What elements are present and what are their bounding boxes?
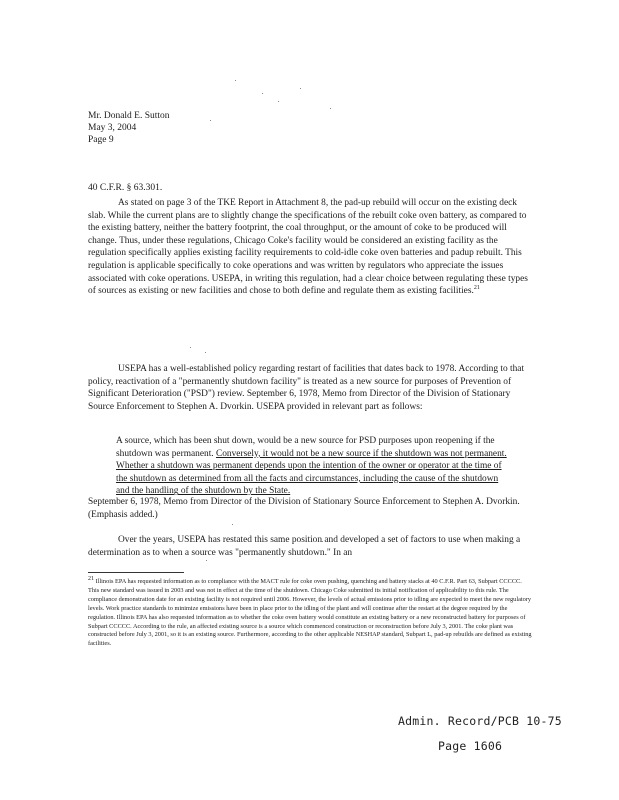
admin-record-stamp: Admin. Record/PCB 10-75 — [398, 714, 562, 728]
paragraph-restated-position: Over the years, USEPA has restated this same position and developed a set of factors to use when making a determination as to when a source was "permanently shutdown." In an — [88, 535, 521, 558]
recipient-name: Mr. Donald E. Sutton — [88, 111, 170, 121]
footnote-text: Illinois EPA has requested information as to compliance with the MACT rule for coke oven pushing, quenching and battery stacks at 40 C.F.R. Part 63, Subpart CCCCC. This new standard was issued in 2003 and was not in effect at the time of the shutdown. Chicago Coke submitted its initial notification of applicability to this rule. The compliance demonstration date for an existing facility is not required until 2006. However, the levels of actual emissions prior to idling are expected to meet the new regulatory levels. Work practice standards to minimize emissions have been in place prior to the idling of the plant and will continue after the restart at the degree required by the regulation. Illinois EPA has also requested information as to whether the coke oven battery would constitute an existing battery or a new reconstructed battery for purposes of Subpart CCCCC. According to the rule, an affected existing source is a source which commenced construction or reconstruction before July 3, 2001. The coke plant was constructed before July 3, 2001, so it is an existing source. Furthermore, according to the other applicable NESHAP standard, Subpart L, pad-up rebuilds are defined as existing facilities. — [88, 578, 532, 648]
footnote — [88, 575, 534, 649]
footnote-reference: 21 — [473, 285, 480, 292]
citation-line: 40 C.F.R. § 63.301. — [88, 183, 163, 193]
footnote-number: 21 — [88, 575, 94, 582]
record-page-stamp: Page 1606 — [438, 739, 503, 753]
quote-citation: September 6, 1978, Memo from Director of the Division of Stationary Source Enforcement to Stephen A. Dvorkin. (Emphasis added.) — [88, 497, 520, 520]
block-quote-plain: A source, which has been shut down, would be a new source for PSD purposes upon reopening if the shutdown was permanent. — [116, 436, 495, 459]
block-quote — [116, 435, 508, 498]
paragraph-pad-up-rebuild-text: As stated on page 3 of the TKE Report in Attachment 8, the pad-up rebuild will occur on the existing deck slab. While the current plans are to slightly change the specifications of the rebuilt coke oven battery, as compared to the existing battery, neither the battery footprint, the coal throughput, or the amount of coke to be produced will change. Thus, under these regulations, Chicago Coke's facility would be considered an existing facility as the regulation specifically applies existing facility requirements to cold-idle coke oven batteries and padup rebuilt. This regulation is applicable specifically to coke operations and was written by regulators who appreciate the issues associated with coke operations. USEPA, in writing this regulation, had a clear choice between regulating these types of sources as existing or new facilities and chose to both define and regulate them as existing facilities. — [88, 198, 528, 297]
letter-page-number: Page 9 — [88, 135, 114, 145]
paragraph-usepa-policy: USEPA has a well-established policy regarding restart of facilities that dates back to 1978. According to that policy, reactivation of a "permanently shutdown facility" is treated as a new source for purposes of Prevention of Significant Deterioration ("PSD") review. September 6, 1978, Memo from Director of the Division of Stationary Source Enforcement to Stephen A. Dvorkin. USEPA provided in relevant part as follows: — [88, 364, 525, 412]
block-quote-emphasis: Conversely, it would not be a new source if the shutdown was not permanent. Whether a shutdown was permanent depends upon the intention of the owner or operator at the time of the shutdown as determined from all the facts and circumstances, including the cause of the shutdown and the handling of the shutdown by the State. — [116, 448, 507, 497]
footnote-divider — [88, 572, 184, 573]
letter-date: May 3, 2004 — [88, 123, 137, 133]
paragraph-pad-up-rebuild — [88, 197, 534, 298]
